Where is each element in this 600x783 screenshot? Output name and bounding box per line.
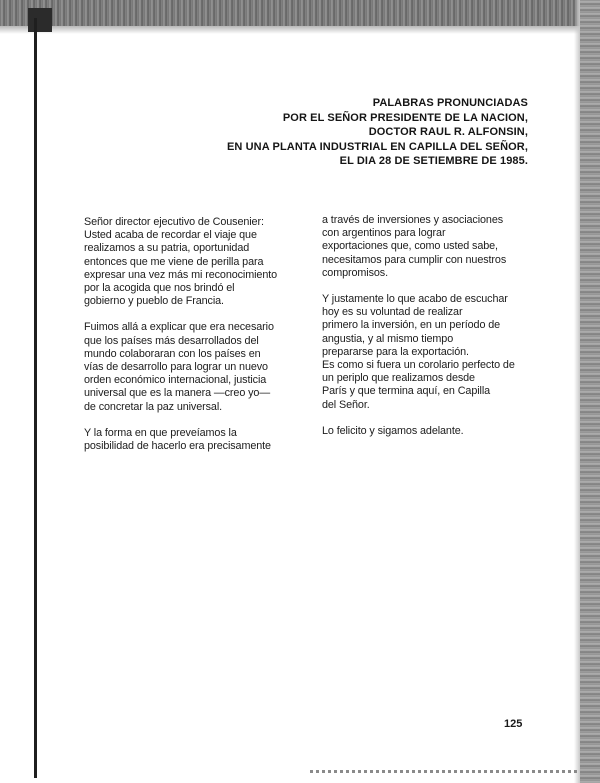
text-line: por la acogida que nos brindó el	[84, 282, 235, 295]
title-line: EL DIA 28 DE SETIEMBRE DE 1985.	[339, 155, 528, 167]
document-title	[88, 96, 528, 169]
text-line: gobierno y pueblo de Francia.	[84, 295, 224, 308]
text-line: exportaciones que, como usted sabe,	[322, 240, 498, 253]
right-column	[322, 214, 532, 438]
paragraph-gap	[84, 414, 294, 427]
text-line: hoy es su voluntad de realizar	[322, 306, 463, 319]
text-line: a través de inversiones y asociaciones	[322, 214, 504, 226]
text-line: prepararse para la exportación.	[322, 345, 469, 358]
text-line: universal que es la manera —creo yo—	[84, 387, 271, 400]
text-line: con argentinos para lograr	[322, 227, 446, 240]
paragraph	[322, 293, 532, 412]
text-line: Lo felicito y sigamos adelante.	[322, 424, 464, 437]
scan-top-edge	[0, 0, 600, 26]
page-number: 125	[504, 718, 523, 730]
text-line: Fuimos allá a explicar que era necesario	[84, 321, 274, 334]
text-line: un periplo que realizamos desde	[322, 372, 475, 385]
paragraph-gap	[84, 308, 294, 321]
text-line: Señor director ejecutivo de Cousenier:	[84, 216, 264, 228]
text-line: Y justamente lo que acabo de escuchar	[322, 293, 508, 306]
text-line: Usted acaba de recordar el viaje que	[84, 229, 257, 242]
text-line: expresar una vez más mi reconocimiento	[84, 268, 278, 281]
paragraph	[84, 216, 294, 308]
text-line: vías de desarrollo para lograr un nuevo	[84, 361, 268, 374]
title-line: DOCTOR RAUL R. ALFONSIN,	[368, 126, 528, 138]
text-line: realizamos a su patria, oportunidad	[84, 242, 250, 255]
title-line: POR EL SEÑOR PRESIDENTE DE LA NACION,	[282, 111, 528, 124]
text-line: entonces que me viene de perilla para	[84, 255, 264, 268]
scan-bottom-edge	[310, 770, 580, 773]
text-line: Y la forma en que preveíamos la	[84, 426, 237, 439]
text-line: orden económico internacional, justicia	[84, 374, 267, 387]
title-line: PALABRAS PRONUNCIADAS	[372, 97, 528, 109]
paragraph	[322, 425, 532, 438]
left-column	[84, 216, 294, 453]
paragraph-gap	[322, 280, 532, 293]
text-line: Es como si fuera un corolario perfecto de	[322, 359, 515, 372]
text-line: de concretar la paz universal.	[84, 400, 223, 413]
scan-top-shadow	[0, 26, 600, 34]
scan-right-edge	[580, 0, 600, 783]
text-line: posibilidad de hacerlo era precisamente	[84, 440, 271, 453]
title-line: EN UNA PLANTA INDUSTRIAL EN CAPILLA DEL SEÑOR,	[227, 140, 528, 153]
paragraph	[322, 214, 532, 280]
text-line: primero la inversión, en un período de	[322, 319, 501, 332]
scan-left-corner	[28, 8, 52, 32]
text-line: del Señor.	[322, 398, 370, 411]
paragraph	[84, 427, 294, 453]
scan-left-edge	[34, 18, 37, 778]
text-line: París y que termina aquí, en Capilla	[322, 385, 491, 398]
text-line: compromisos.	[322, 266, 388, 279]
text-line: mundo colaboraran con los países en	[84, 347, 261, 360]
paragraph	[84, 321, 294, 413]
paragraph-gap	[322, 412, 532, 425]
text-line: que los países más desarrollados del	[84, 334, 259, 347]
text-line: necesitamos para cumplir con nuestros	[322, 253, 507, 266]
scan-right-shadow	[574, 0, 580, 783]
text-line: angustia, y al mismo tiempo	[322, 332, 454, 345]
